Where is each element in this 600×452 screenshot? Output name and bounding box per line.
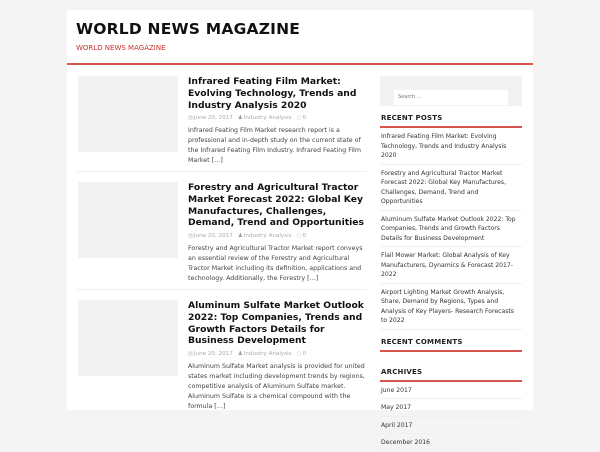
post-meta	[188, 233, 368, 239]
post-date[interactable]: June 20, 2017	[193, 233, 233, 240]
post-thumbnail[interactable]	[78, 76, 178, 152]
post-category[interactable]: Industry Analysis	[243, 351, 292, 358]
archives-list	[380, 382, 522, 452]
recent-post-link[interactable]: Airport Lighting Market Growth Analysis, Share, Demand by Regions, Types and Analysis of Key Players- Research Forecasts to 2022	[380, 284, 522, 330]
post-thumbnail[interactable]	[78, 182, 178, 258]
recent-post-link[interactable]: Forestry and Agricultural Tractor Market Forecast 2022: Global Key Manufactures, Challenges, Demand, Trend and Opportunities	[380, 165, 522, 211]
user-icon: ♟	[237, 233, 243, 240]
comment-icon: ◌	[296, 351, 302, 358]
archive-link[interactable]: May 2017	[380, 399, 522, 417]
post-comments[interactable]: 0	[302, 115, 307, 122]
post-item	[77, 182, 367, 290]
clock-icon: ◷	[188, 351, 193, 358]
post-thumbnail[interactable]	[78, 300, 178, 376]
site-description: WORLD NEWS MAGAZINE	[76, 44, 166, 52]
post-category[interactable]: Industry Analysis	[243, 115, 292, 122]
header-divider	[67, 63, 533, 65]
recent-comments-title: RECENT COMMENTS	[380, 330, 522, 352]
post-title[interactable]: Aluminum Sulfate Market Outlook 2022: Top Companies, Trends and Growth Factors Details for Business Development	[188, 300, 364, 347]
post-comments[interactable]: 0	[302, 233, 307, 240]
post-excerpt: Infrared Feating Film Market research report is a professional and in-depth study on the current state of the Infrared Feating Film Industry. Infrared Feating Film Market […]	[188, 127, 362, 165]
post-item	[77, 300, 367, 420]
post-title[interactable]: Forestry and Agricultural Tractor Market Forecast 2022: Global Key Manufactures, Challenges, Demand, Trend and Opportunities	[188, 182, 364, 229]
user-icon: ♟	[237, 351, 243, 358]
clock-icon: ◷	[188, 115, 193, 122]
recent-post-link[interactable]: Flail Mower Market: Global Analysis of Key Manufacturers, Dynamics & Forecast 2017-2022	[380, 247, 522, 284]
user-icon: ♟	[237, 115, 243, 122]
site-header	[67, 10, 533, 64]
post-excerpt: Forestry and Agricultural Tractor Market report conveys an essential review of the Forestry and Agricultural Tractor Market including its definition, applications and technology. Additionally, the Forestry […]	[188, 245, 363, 283]
search-input[interactable]	[394, 90, 508, 105]
recent-post-link[interactable]: Aluminum Sulfate Market Outlook 2022: Top Companies, Trends and Growth Factors Details for Business Development	[380, 211, 522, 248]
comment-icon: ◌	[296, 115, 302, 122]
post-meta	[188, 351, 368, 357]
post-title[interactable]: Infrared Feating Film Market: Evolving Technology, Trends and Industry Analysis 2020	[188, 76, 357, 111]
post-comments[interactable]: 0	[302, 351, 307, 358]
post-date[interactable]: June 20, 2017	[193, 351, 233, 358]
archive-link[interactable]: December 2016	[380, 434, 522, 452]
post-meta	[188, 115, 368, 121]
archive-link[interactable]: June 2017	[380, 382, 522, 400]
search-widget	[380, 76, 522, 106]
post-excerpt: Aluminum Sulfate Market analysis is provided for united states market including development trends by regions, competitive analysis of Aluminum Sulfate market. Aluminum Sulfate is a chemical compound with the formula […]	[188, 363, 365, 411]
recent-posts-list	[380, 128, 522, 330]
comment-icon: ◌	[296, 233, 302, 240]
page-container	[67, 10, 533, 446]
post-category[interactable]: Industry Analysis	[243, 233, 292, 240]
site-title[interactable]: WORLD NEWS MAGAZINE	[76, 20, 301, 38]
archive-link[interactable]: April 2017	[380, 417, 522, 435]
recent-posts-title: RECENT POSTS	[380, 106, 522, 128]
recent-post-link[interactable]: Infrared Feating Film Market: Evolving Technology, Trends and Industry Analysis 2020	[380, 128, 522, 165]
sidebar	[380, 76, 522, 452]
post-date[interactable]: June 20, 2017	[193, 115, 233, 122]
post-item	[77, 76, 367, 172]
post-list	[77, 76, 367, 420]
clock-icon: ◷	[188, 233, 193, 240]
archives-title: ARCHIVES	[380, 360, 522, 382]
